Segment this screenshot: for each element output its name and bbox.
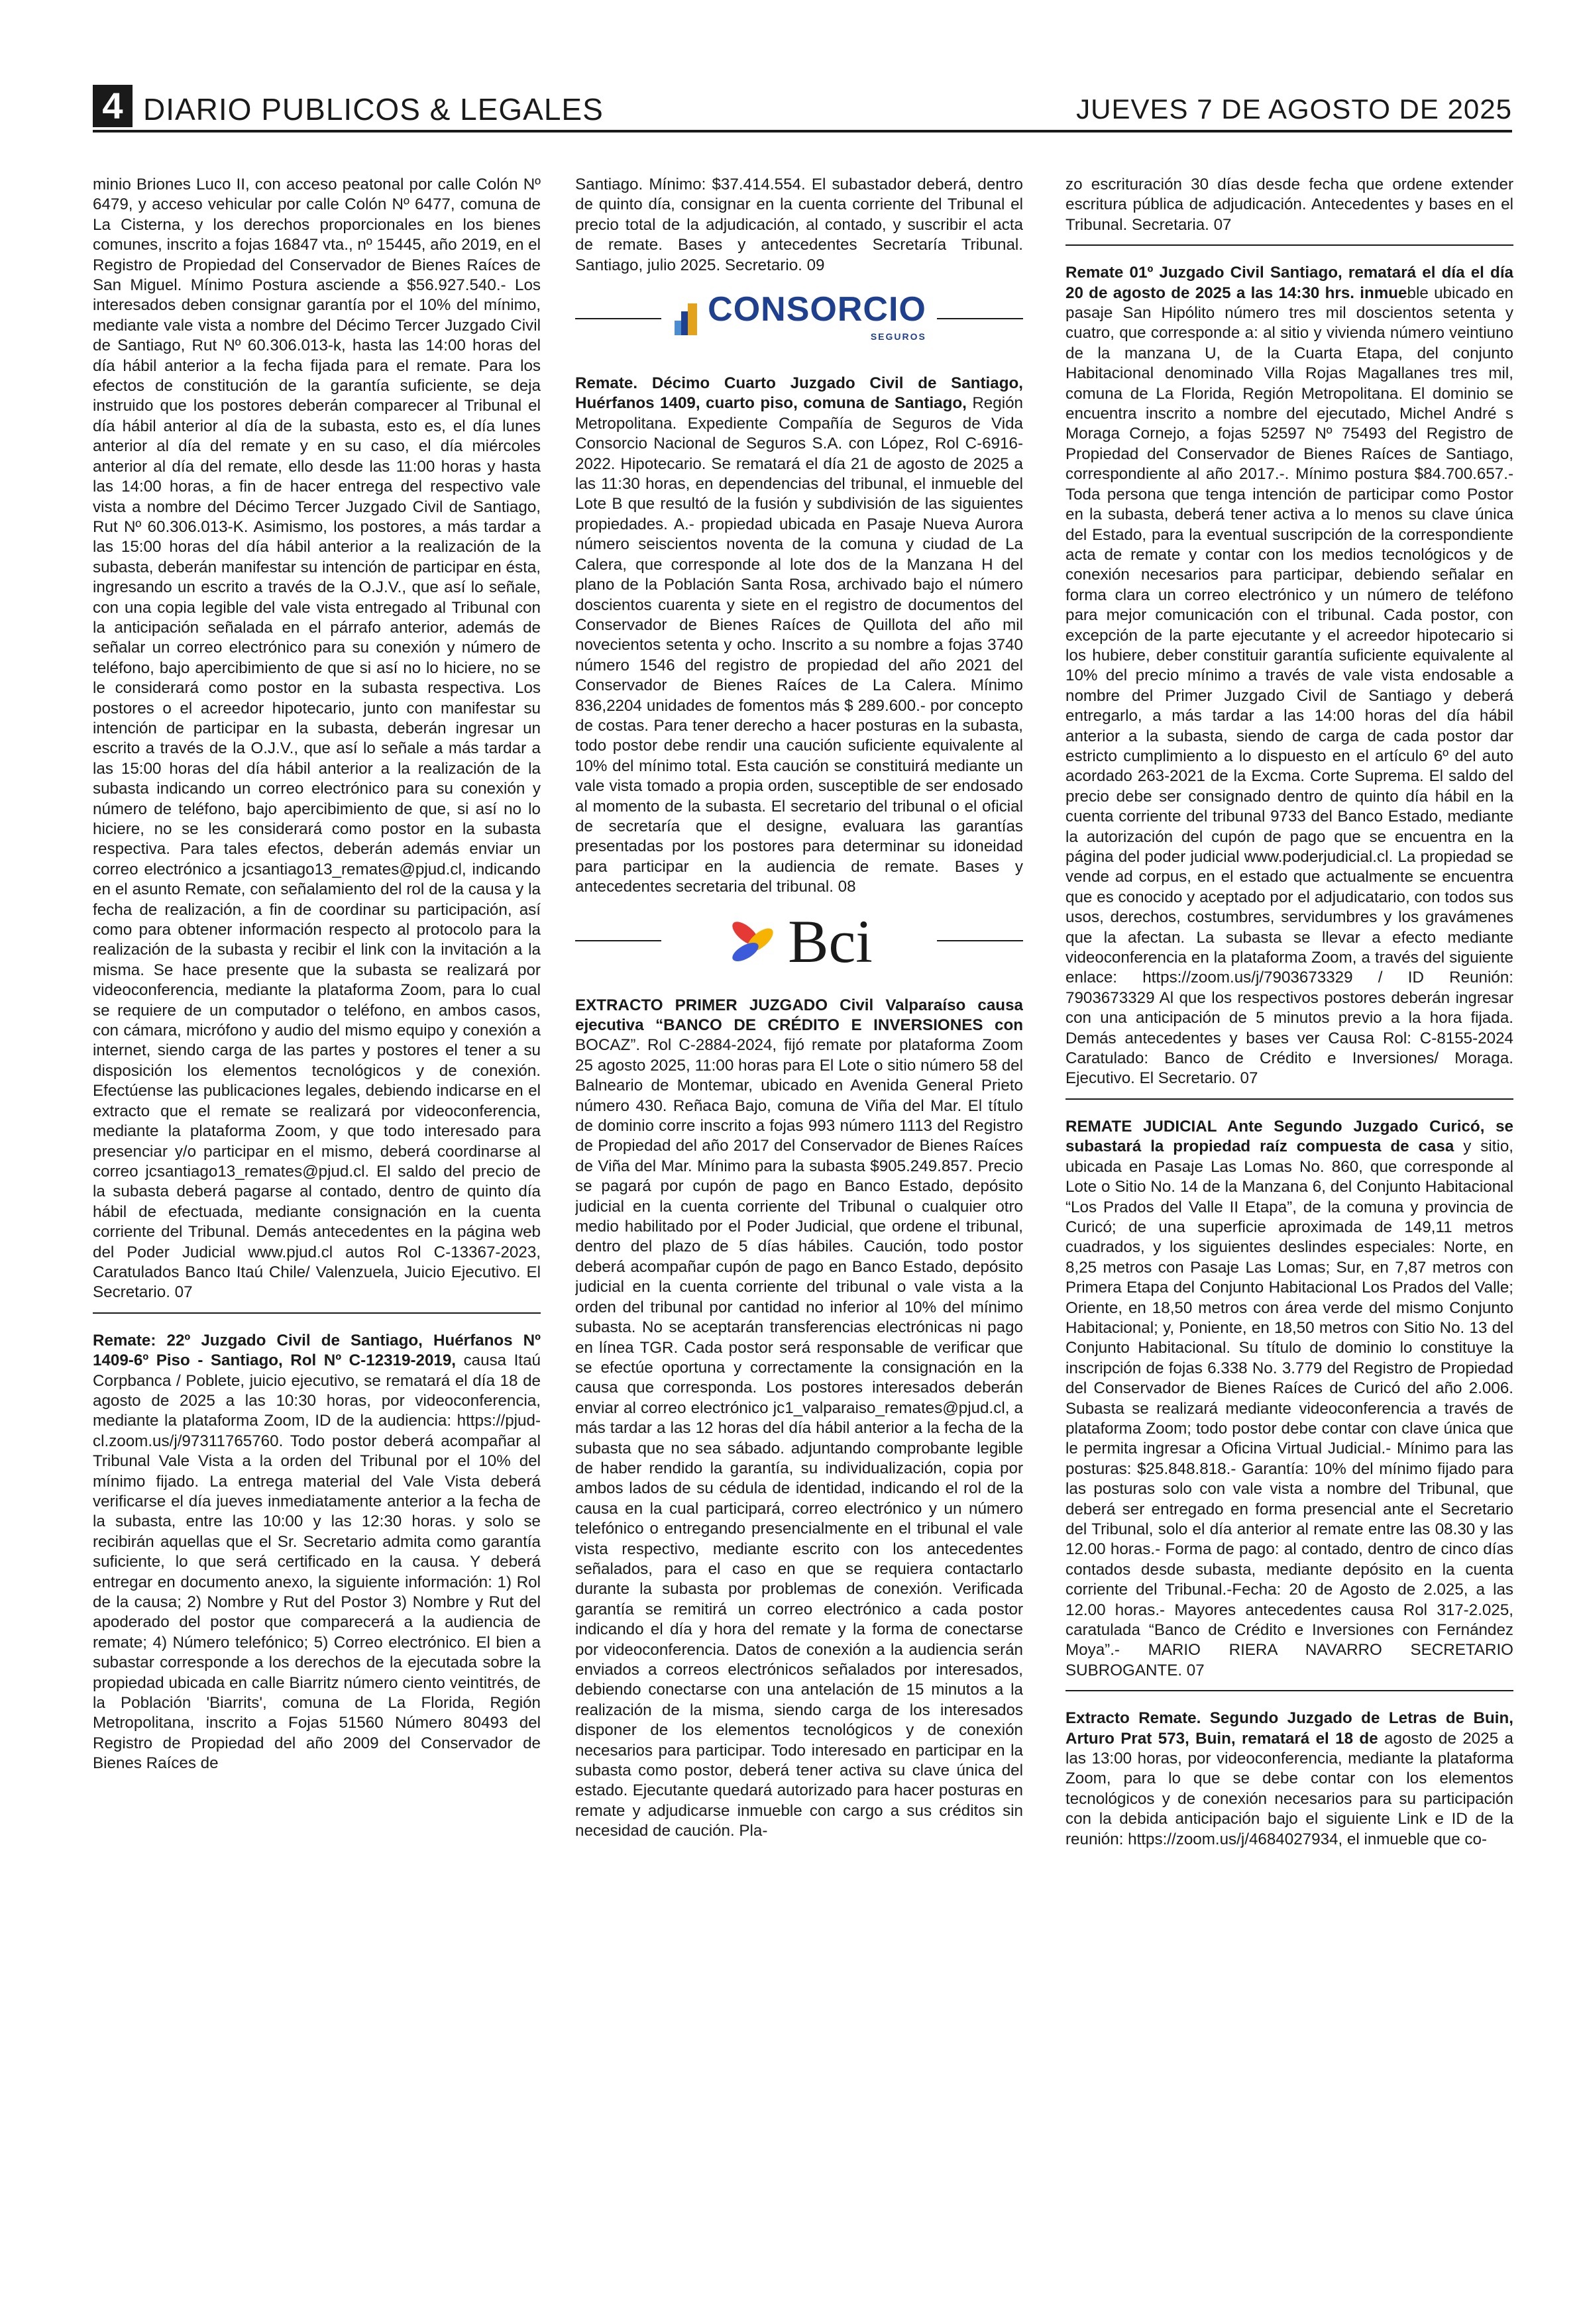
consorcio-logo — [575, 280, 1023, 359]
notice-heading: Remate: 22º Juzgado Civil de Santiago, Huérfanos Nº 1409-6º Piso - Santiago, Rol Nº C-12319-2019, — [93, 1331, 541, 1370]
notice-text: Región Metropolitana. Expediente Compañía de Seguros de Vida Consorcio Nacional de Seguros S.A. con López, Rol C-6916-2022. Hipotecario. Se rematará el día 21 de agosto de 2025 a las 11:30 horas, en dependencias del tribunal, el inmueble del Lote B que resultó de la fusión y subdivisión de las siguientes propiedades. A.- propiedad ubicada en Pasaje Nueva Aurora número seiscientos noventa de la comuna y ciudad de La Calera, que corresponde al lote dos de la Manzana H del plano de la Población Santa Rosa, archivado bajo el número doscientos cuarenta y siete en el registro de documentos del Conservador de Bienes Raíces de Quillota del año mil novecientos setenta y ocho. Inscrito a su nombre a fojas 3740 número 1546 del registro de propiedad del año 2021 del Conservador de Bienes Raíces de La Calera. Mínimo 836,2204 unidades de fomentos más $ 289.600.- por concepto de costas. Para tener derecho a hacer posturas en la subasta, todo postor debe rendir una caución suficiente equivalente al 10% del mínimo total. Esta caución se constituirá mediante un vale vista tomado a propia orden, susceptible de ser endosado al momento de la subasta. El secretario del tribunal o el oficial de secretaría que el designe, evaluara las garantías presentadas por los postores para determinar su idoneidad para participar en la audiencia de remate. Bases y antecedentes secretaria del tribunal. 08 — [575, 394, 1023, 896]
column-2 — [575, 175, 1023, 2295]
publication-date: JUEVES 7 DE AGOSTO DE 2025 — [1076, 93, 1512, 125]
notice-22-juzgado — [93, 1331, 541, 1774]
consorcio-emblem-icon — [672, 301, 701, 338]
bci-wordmark: Bci — [788, 907, 873, 975]
notice-heading: REMATE JUDICIAL Ante Segundo Juzgado Curicó, se subastará la propiedad raíz compuesta de casa — [1065, 1117, 1513, 1156]
notice-text: minio Briones Luco II, con acceso peatonal por calle Colón Nº 6479, y acceso vehicular por calle Colón Nº 6477, comuna de La Cisterna, y los derechos proporcionales en los bienes comunes, inscrito a fojas 16847 vta., nº 15445, año 2019, en el Registro de Propiedad del Conservador de Bienes Raíces de San Miguel. Mínimo Postura asciende a $56.927.540.- Los interesados deben consignar garantía por el 10% del mínimo, mediante vale vista a nombre del Décimo Tercer Juzgado Civil de Santiago, Rut Nº 60.306.013-k, hasta las 14:00 horas del día hábil anterior a la fecha fijada para el remate. Para los efectos de constitución de la garantía suficiente, se deja instruido que los postores deberán comparecer al Tribunal el día hábil anterior al día de la subasta, esto es, el día lunes anterior al día del remate y en su caso, el día miércoles anterior al día del remate, ello desde las 11:00 horas y hasta las 14:00 horas, a fin de hacer entrega del respectivo vale vista a nombre del Décimo Tercer Juzgado Civil de Santiago, Rut Nº 60.306.013-K. Asimismo, los postores, a más tardar a las 15:00 horas del día hábil anterior a la realización de la subasta, deberán manifestar su intención de participar en ésta, ingresando un escrito a través de la O.J.V., que así lo señale, con una copia legible del vale vista entregado al Tribunal con la anticipación señalada en el párrafo anterior, además de señalar un correo electrónico para su conexión y número de teléfono, bajo apercibimiento de que si así no lo hiciere, no se le considerará como postor en la subasta respectiva. Los postores o el acreedor hipotecario, junto con manifestar su intención de participar en la subasta, deberán ingresar un escrito a través de la O.J.V., que así lo señale a más tardar a las 15:00 horas del día hábil anterior a la realización de la subasta indicando un correo electrónico para su conexión y número de teléfono, bajo apercibimiento de que, si así no lo hiciere, no se les considerará como postor en la subasta respectiva. Para tales efectos, deberán además enviar un correo electrónico a jcsantiago13_remates@pjud.cl, indicando en el asunto Remate, con señalamiento del rol de la causa y la fecha de realización, a fin de coordinar su participación, así como para obtener información respecto al protocolo para la realización de la subasta y recibir el link con la invitación a la misma. Se hace presente que la subasta se realizará por videoconferencia, mediante la plataforma Zoom, para lo cual se requiere de un computador o teléfono, en ambos casos, con cámara, micrófono y audio del mismo equipo y conexión a internet, siendo carga de las partes y postores el tener a su disposición los elementos tecnológicos y de conexión. Efectúense las publicaciones legales, debiendo indicarse en el extracto que el remate se realizará por videoconferencia, mediante la plataforma Zoom, y que todo interesado para presenciar y/o participar en el mismo, deberá coordinarse al correo jcsantiago13_remates@pjud.cl. El saldo del precio de la subasta deberá pagarse al contado, dentro de quinto día hábil de efectuada, mediante consignación en la cuenta corriente del Tribunal. Demás antecedentes en la página web del Poder Judicial www.pjud.cl autos Rol C-13367-2023, Caratulados Banco Itaú Chile/ Valenzuela, Juicio Ejecutivo. El Secretario. 07 — [93, 176, 541, 1302]
page-header — [93, 85, 1512, 127]
publication-name: DIARIO PUBLICOS & LEGALES — [143, 92, 604, 127]
notice-1-juzgado-santiago — [1065, 263, 1513, 1089]
consorcio-brand — [672, 292, 926, 346]
notice-divider — [1065, 1098, 1513, 1100]
notice-divider — [1065, 1690, 1513, 1691]
notice-heading: Extracto Remate. Segundo Juzgado de Letras de Buin, Arturo Prat 573, Buin, rematará el 18 de — [1065, 1709, 1513, 1748]
notice-14-juzgado — [575, 374, 1023, 898]
notice-1-juzgado-valparaiso — [575, 996, 1023, 1842]
notice-continued-22-juzgado — [575, 175, 1023, 276]
notice-text: Santiago. Mínimo: $37.414.554. El subastador deberá, dentro de quinto día, consignar en la cuenta corriente del Tribunal el precio total de la adjudicación, al contado, y suscribir el acta de remate. Bases y antecedentes Secretaría Tribunal. Santiago, julio 2025. Secretario. 09 — [575, 176, 1023, 274]
consorcio-subtitle: SEGUROS — [870, 331, 926, 342]
notice-divider — [1065, 244, 1513, 246]
notice-text: causa Itaú Corpbanca / Poblete, juicio ejecutivo, se rematará el día 18 de agosto de 2025 a las 10:30 horas, por videoconferencia, mediante la plataforma Zoom, ID de la audiencia: https://pjud-cl.zoom.us/j/97311765760. Todo postor deberá acompañar al Tribunal Vale Vista a la orden del Tribunal por el 10% del mínimo fijado. La entrega material del Vale Vista deberá verificarse el día jueves inmediatamente anterior a la fecha de la subasta, entre las 10:00 y las 12:30 horas. y solo se recibirán aquellas que el Sr. Secretario admita como garantía suficiente, lo que será certificado en la causa. Y deberá entregar en documento anexo, la siguiente información: 1) Rol de la causa; 2) Nombre y Rut del Postor 3) Nombre y Rut del apoderado del postor que comparecerá a la audiencia de remate; 4) Número telefónico; 5) Correo electrónico. El bien a subastar corresponde a los derechos de la ejecutada sobre la propiedad ubicada en calle Biarritz número ciento veintitrés, de la Población 'Biarrits', comuna de La Florida, Región Metropolitana, inscrito a Fojas 51560 Número 80493 del Registro de Propiedad del año 2009 del Conservador de Bienes Raíces de — [93, 1351, 541, 1773]
bci-emblem-icon — [726, 914, 781, 969]
notice-text: ble ubicado en pasaje San Hipólito número tres mil doscientos setenta y cuatro, que corresponde a: al sitio y vivienda número veintiuno de la manzana U, de la Cuarta Etapa, del conjunto Habitacional denominado Villa Rojas Magallanes tres mil, comuna de La Florida, Región Metropolitana. El dominio se encuentra inscrito a nombre del ejecutado, Michel André s Moraga Cornejo, a fojas 52597 Nº 75493 del Registro de Propiedad del Conservador de Bienes Raíces de Santiago, correspondiente al año 2017.-. Mínimo postura $84.700.657.- Toda persona que tenga intención de participar como Postor en la subasta, deberá tener activa a lo menos su clave única del Estado, para la eventual suscripción de la correspondiente acta de remate y contar con los medios tecnológicos y de conexión necesarios para participar, debiendo señalar en forma clara un correo electrónico y un número de teléfono para mejor comunicación con el tribunal. Cada postor, con excepción de la parte ejecutante y el acreedor hipotecario si los hubiere, deber constituir garantía suficiente equivalente al 10% del precio mínimo a través de vale vista endosable a nombre del Primer Juzgado Civil de Santiago y deberá entregarlo, a más tardar a las 14:00 horas del día hábil anterior a la subasta, siendo de carga de cada postor dar estricto cumplimiento a lo dispuesto en el artículo 6º del auto acordado 263-2021 de la Excma. Corte Suprema. El saldo del precio debe ser consignado dentro de quinto día hábil en la cuenta corriente del tribunal 9733 del Banco Estado, mediante la autorización del cupón de pago que se encuentra en la página del poder judicial www.poderjudicial.cl. La propiedad se vende ad corpus, en el estado que actualmente se encuentra que es conocido y aceptado por el adjudicatario, con todos sus usos, derechos, costumbres, servidumbres y los gravámenes que la afectan. La subasta se llevar a efecto mediante videoconferencia en la plataforma Zoom, a través del siguiente enlace: https://zoom.us/j/7903673329 / ID Reunión: 7903673329 Al que los respectivos postores deberán ingresar con una anticipación de 5 minutos previo a la hora fijada. Demás antecedentes y bases ver Causa Rol: C-8155-2024 Caratulado: Banco de Crédito e Inversiones/ Moraga. Ejecutivo. El Secretario. 07 — [1065, 284, 1513, 1088]
column-1 — [93, 175, 541, 2295]
bci-brand — [726, 907, 873, 975]
notice-continued-valparaiso — [1065, 175, 1513, 235]
header-divider — [93, 130, 1512, 132]
notice-text: agosto de 2025 a las 13:00 horas, por videoconferencia, mediante la plataforma Zoom, para lo que se debe contar con los elementos tecnológicos y de conexión necesarios para su participación con la debida anticipación bajo el siguiente Link e ID de la reunión: https://zoom.us/j/4684027934, el inmueble que co- — [1065, 1729, 1513, 1848]
page-number: 4 — [93, 85, 133, 127]
notice-divider — [93, 1312, 541, 1314]
column-3 — [1065, 175, 1513, 2295]
notice-heading: EXTRACTO PRIMER JUZGADO Civil Valparaíso causa ejecutiva “BANCO DE CRÉDITO E INVERSIONES con — [575, 996, 1023, 1034]
notice-continued-13-juzgado — [93, 175, 541, 1303]
notice-text: y sitio, ubicada en Pasaje Las Lomas No. 860, que corresponde al Lote o Sitio No. 14 de la Manzana 6, del Conjunto Habitacional “Los Prados del Valle II Etapa”, de la comuna y provincia de Curicó; de una superficie aproximada de 149,11 metros cuadrados, y los siguientes deslindes especiales: Norte, en 8,25 metros con Pasaje Las Lomas; Sur, en 7,87 metros con Primera Etapa del Conjunto Habitacional Los Prados del Valle; Oriente, en 18,50 metros con área verde del mismo Conjunto Habitacional; y, Poniente, en 18,50 metros con Sitio No. 13 del Conjunto Habitacional. Su título de dominio lo constituye la inscripción de fojas 6.338 No. 3.779 del Registro de Propiedad del Conservador de Bienes Raíces de Curicó del año 2.006. Subasta se realizará mediante videoconferencia a través de plataforma Zoom; todo postor debe contar con clave única que le permita ingresar a Oficina Virtual Judicial.- Mínimo para las posturas: $25.848.818.- Garantía: 10% del mínimo fijado para las posturas solo con vale vista a nombre del Tribunal, que deberá ser entregado en forma presencial ante el Secretario del Tribunal, solo el día anterior al remate entre las 08.30 y las 12.00 horas.- Forma de pago: al contado, dentro de cinco días contados desde subasta, mediante depósito en la cuenta corriente del Tribunal.-Fecha: 20 de Agosto de 2.025, a las 12.00 horas.- Mayores antecedentes causa Rol 317-2.025, caratulada “Banco de Crédito e Inversiones con Fernández Moya”.- MARIO RIERA NAVARRO SECRETARIO SUBROGANTE. 07 — [1065, 1137, 1513, 1679]
bci-logo — [575, 902, 1023, 981]
notice-heading: Remate 01º Juzgado Civil Santiago, rematará el día el día 20 de agosto de 2025 a las 14:30 hrs. inmue — [1065, 264, 1513, 302]
consorcio-wordmark: CONSORCIO — [708, 290, 926, 329]
notice-2-juzgado-buin — [1065, 1709, 1513, 1850]
notice-heading: Remate. Décimo Cuarto Juzgado Civil de Santiago, Huérfanos 1409, cuarto piso, comuna de Santiago, — [575, 374, 1023, 413]
notice-2-juzgado-curico — [1065, 1117, 1513, 1681]
notice-text: BOCAZ”. Rol C-2884-2024, fijó remate por plataforma Zoom 25 agosto 2025, 11:00 horas para El Lote o sitio número 58 del Balneario de Montemar, ubicado en Avenida General Prieto número 430. Reñaca Bajo, comuna de Viña del Mar. El título de dominio corre inscrito a fojas 993 número 1113 del Registro de Propiedad del año 2017 del Conservador de Bienes Raíces de Viña del Mar. Mínimo para la subasta $905.249.857. Precio se pagará por cupón de pago en Banco Estado, depósito judicial en la cuenta corriente del Tribunal o cualquier otro medio habilitado por el Poder Judicial, que ordene el tribunal, dentro del plazo de 5 días hábiles. Caución, todo postor deberá acompañar cupón de pago en Banco Estado, depósito judicial en la cuenta corriente del tribunal o vale vista a la orden del tribunal por cantidad no inferior al 10% del mínimo subasta. No se aceptarán transferencias electrónicas ni pago en línea TGR. Cada postor será responsable de verificar que se efectúe oportuna y correctamente la consignación en la causa que corresponda. Los postores interesados deberán enviar al correo electrónico jc1_valparaiso_remates@pjud.cl, a más tardar a las 12 horas del día hábil anterior a la fecha de la subasta que no sea sábado. adjuntando comprobante legible de haber rendido la garantía, su individualización, copia por ambos lados de su cédula de identidad, indicando el rol de la causa en la cual participará, correo electrónico y un número telefónico o entregando presencialmente en el tribunal el vale vista respectivo, mediante escrito con los antecedentes señalados, para el caso en que se requiera contactarlo durante la subasta por problemas de conexión. Verificada garantía se remitirá un correo electrónico a cada postor indicando el día y hora del remate y la forma de conectarse por videoconferencia. Datos de conexión a la audiencia serán enviados a correos electrónicos señalados por interesados, debiendo conectarse con una antelación de 15 minutos a la realización de la misma, siendo carga de los interesados disponer de los elementos tecnológicos y de conexión necesarios para participar. Todo interesado en participar en la subasta como postor, deberá tener activa su clave única del estado. Ejecutante quedará autorizado para hacer posturas en remate y adjudicarse inmueble con cargo a sus créditos sin necesidad de caución. Pla- — [575, 1036, 1023, 1840]
notice-text: zo escrituración 30 días desde fecha que ordene extender escritura pública de adjudicación. Antecedentes y bases en el Tribunal. Secretaria. 07 — [1065, 176, 1513, 234]
